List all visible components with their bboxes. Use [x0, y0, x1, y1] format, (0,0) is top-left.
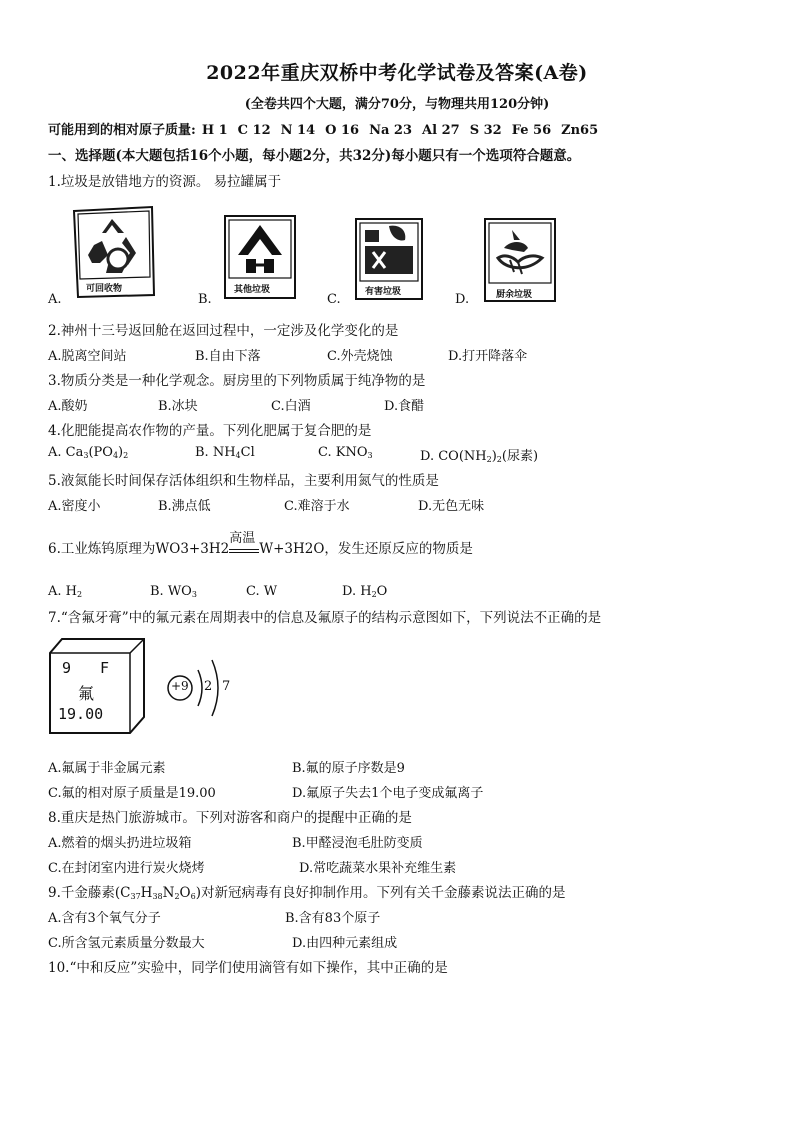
q2-option-d: D.打开降落伞: [448, 349, 528, 364]
q4-option-b: B. $NH_4Cl$: [195, 445, 255, 460]
atom-nucleus-charge: +9: [171, 679, 189, 693]
atom-shell-1: 2: [204, 679, 213, 694]
q3-option-a: A.酸奶: [48, 399, 88, 414]
q5-option-d: D.无色无味: [418, 499, 485, 514]
q9-option-c: C.所含氢元素质量分数最大: [48, 936, 205, 951]
q9-option-a: A.含有3个氧气分子: [48, 911, 161, 926]
q6-option-b: B. $WO_3$: [150, 584, 197, 599]
q2-option-c: C.外壳烧蚀: [327, 349, 393, 364]
sign-label-other: 其他垃圾: [234, 285, 271, 295]
atomic-mass-item: H 1: [201, 123, 228, 138]
q2-option-b: B.自由下落: [195, 349, 261, 364]
q5-option-b: B.沸点低: [158, 499, 211, 514]
sign-label-recyclable: 可回收物: [86, 284, 123, 294]
element-atomic-number: 9: [62, 659, 72, 677]
q8-option-c: C.在封闭室内进行炭火烧烤: [48, 861, 205, 876]
element-mass: 19.00: [58, 705, 104, 723]
question-2-stem: 2.神州十三号返回舱在返回过程中，一定涉及化学变化的是: [48, 323, 399, 339]
atomic-mass-item: Na 23: [369, 123, 413, 138]
q6-option-a: A. $H_2$: [48, 584, 83, 599]
question-9-stem: 9.千金藤素$(C_{37}H_{38}N_2O_6)$对新冠病毒有良好抑制作用。下列有关千金藤素说法正确的是: [48, 885, 566, 901]
atomic-mass-item: Al 27: [422, 123, 460, 138]
q5-option-c: C.难溶于水: [284, 499, 350, 514]
q2-option-a: A.脱离空间站: [48, 349, 127, 364]
reaction-condition: 高温: [229, 543, 259, 553]
atom-shell-2: 7: [222, 679, 231, 694]
section-heading: 一、选择题(本大题包括16个小题，每小题2分，共32分)每小题只有一个选项符合题意。: [48, 148, 581, 164]
q7-option-a: A.氟属于非金属元素: [48, 761, 166, 776]
q7-option-d: D.氟原子失去1个电子变成氟离子: [292, 786, 484, 801]
q6-option-c: C. W: [246, 584, 278, 599]
kitchen-waste-sign: [484, 218, 556, 302]
atomic-mass-item: O 16: [325, 123, 360, 138]
sign-label-hazardous: 有害垃圾: [365, 287, 402, 297]
page-title: 2022年重庆双桥中考化学试卷及答案(A卷): [206, 62, 588, 84]
q1-option-b: B.: [198, 292, 212, 307]
q3-option-d: D.食醋: [384, 399, 425, 414]
element-cell-fluorine: [48, 637, 148, 737]
q9-option-d: D.由四种元素组成: [292, 936, 398, 951]
q4-option-a: A. $Ca_3(PO_4)_2$: [48, 445, 129, 460]
q1-option-d: D.: [455, 292, 470, 307]
q1-option-a: A.: [48, 292, 62, 307]
q8-option-d: D.常吃蔬菜水果补充维生素: [299, 861, 457, 876]
q8-option-b: B.甲醛浸泡毛肚防变质: [292, 836, 423, 851]
q4-option-d: D. $CO(NH_2)_2$(尿素): [420, 449, 539, 464]
other-waste-sign: [224, 215, 296, 299]
atomic-mass-item: N 14: [280, 123, 316, 138]
q8-option-a: A.燃着的烟头扔进垃圾箱: [48, 836, 192, 851]
question-8-stem: 8.重庆是热门旅游城市。下列对游客和商户的提醒中正确的是: [48, 810, 412, 826]
q6-option-d: D. $H_2O$: [342, 584, 388, 599]
atomic-masses-label: 可能用到的相对原子质量:: [48, 123, 196, 138]
question-4-stem: 4.化肥能提高农作物的产量。下列化肥属于复合肥的是: [48, 423, 372, 439]
q5-option-a: A.密度小: [48, 499, 101, 514]
q9-option-b: B.含有83个原子: [285, 911, 381, 926]
q1-option-c: C.: [327, 292, 341, 307]
page-subtitle: (全卷共四个大题，满分70分，与物理共用120分钟): [244, 97, 550, 112]
question-10-stem: 10.“中和反应”实验中，同学们使用滴管有如下操作，其中正确的是: [48, 960, 448, 976]
atomic-mass-item: C 12: [237, 123, 271, 138]
atomic-mass-item: S 32: [469, 123, 502, 138]
sign-label-kitchen: 厨余垃圾: [496, 290, 533, 300]
question-7-stem: 7.“含氟牙膏”中的氟元素在周期表中的信息及氟原子的结构示意图如下，下列说法不正确的是: [48, 610, 602, 626]
hazardous-waste-sign: [355, 218, 423, 300]
question-5-stem: 5.液氮能长时间保存活体组织和生物样品，主要利用氮气的性质是: [48, 473, 439, 489]
q3-option-b: B.冰块: [158, 399, 198, 414]
q7-option-b: B.氟的原子序数是9: [292, 761, 405, 776]
q3-option-c: C.白酒: [271, 399, 311, 414]
question-3-stem: 3.物质分类是一种化学观念。厨房里的下列物质属于纯净物的是: [48, 373, 426, 389]
atom-structure-diagram: [162, 648, 242, 728]
atomic-masses: [48, 119, 608, 138]
atomic-mass-item: Fe 56: [511, 123, 552, 138]
q4-option-c: C. $KNO_3$: [318, 445, 373, 460]
element-name: 氟: [78, 684, 95, 703]
atomic-mass-item: Zn65: [561, 123, 599, 138]
question-6-stem: 6.工业炼钨原理为WO3+3H2 高温 W+3H2O，发生还原反应的物质是: [48, 531, 473, 557]
q7-option-c: C.氟的相对原子质量是19.00: [48, 786, 216, 801]
element-symbol: F: [100, 659, 110, 677]
recyclable-sign: [72, 205, 156, 299]
question-1-stem: 1.垃圾是放错地方的资源。 易拉罐属于: [48, 174, 282, 190]
